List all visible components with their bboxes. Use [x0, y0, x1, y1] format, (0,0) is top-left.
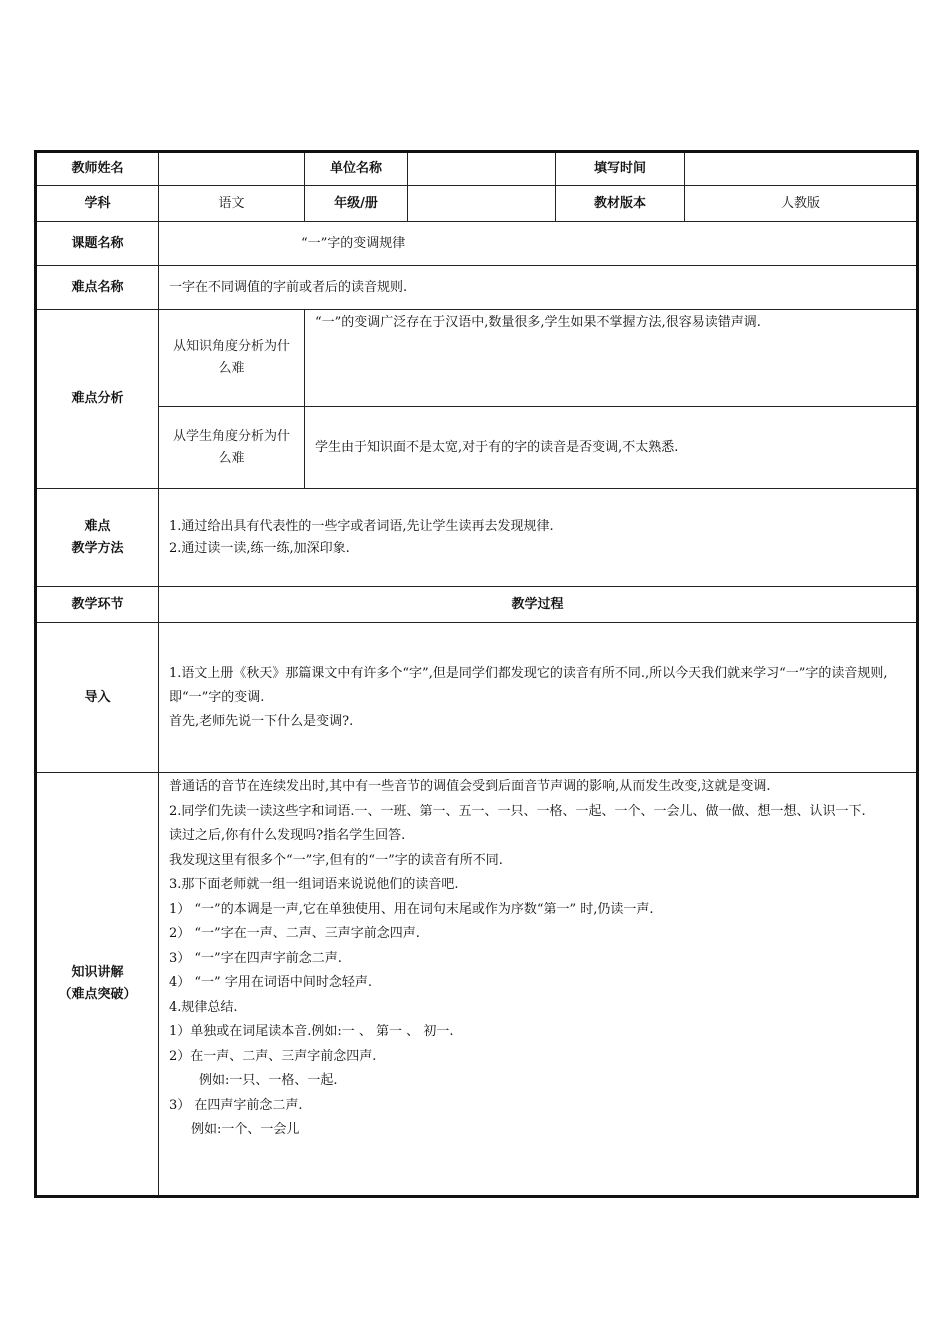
- knowledge-line-6: 1） “一”的本调是一声,它在单独使用、用在词句末尾或作为序数“第一” 时,仍读一声.: [169, 901, 654, 917]
- knowledge-line-4: 我发现这里有很多个“一”字,但有的“一”字的读音有所不同.: [169, 852, 503, 868]
- knowledge-label-line1: 知识讲解: [71, 965, 124, 980]
- knowledge-line-14: 3） 在四声字前念二声.: [169, 1097, 303, 1113]
- method-item-2: 2.通过读一读,练一练,加深印象.: [169, 540, 350, 556]
- knowledge-label-line2: （难点突破）: [58, 987, 137, 1002]
- method-label-line1: 难点: [84, 518, 111, 534]
- process-stage-label: 教学环节: [36, 587, 159, 623]
- knowledge-line-11: 1）单独或在词尾读本音.例如:一 、 第一 、 初一.: [169, 1024, 454, 1039]
- student-angle-value: 学生由于知识面不是太宽,对于有的字的读音是否变调,不太熟悉.: [305, 407, 918, 489]
- grade-label: 年级/册: [305, 186, 408, 222]
- teacher-name-value: [159, 152, 305, 186]
- intro-line-2: 首先,老师先说一下什么是变调?.: [169, 713, 354, 729]
- intro-line-1: 1.语文上册《秋天》那篇课文中有许多个“字”,但是同学们都发现它的读音有所不同.,所以今天我们就来学习“一”字的读音规则,即“一”字的变调.: [169, 665, 888, 705]
- unit-name-value: [408, 152, 556, 186]
- knowledge-line-2: 2.同学们先读一读这些字和词语.一、一班、第一、五一、一只、一格、一起、一个、一会儿、做一做、想一想、认识一下.: [169, 803, 866, 819]
- knowledge-line-7: 2） “一”字在一声、二声、三声字前念四声.: [169, 926, 420, 941]
- lesson-plan-table: [34, 150, 919, 1198]
- edition-value: 人教版: [685, 186, 918, 222]
- edition-label: 教材版本: [556, 186, 685, 222]
- knowledge-line-3: 读过之后,你有什么发现吗?指名学生回答.: [169, 828, 406, 843]
- knowledge-line-1: 普通话的音节在连续发出时,其中有一些音节的调值会受到后面音节声调的影响,从而发生改变,这就是变调.: [169, 779, 771, 794]
- grade-value: [408, 186, 556, 222]
- knowledge-angle-value: “一”的变调广泛存在于汉语中,数量很多,学生如果不掌握方法,很容易读错声调.: [305, 310, 918, 407]
- knowledge-line-10: 4.规律总结.: [169, 999, 238, 1015]
- knowledge-line-13: 例如:一只、一格、一起.: [199, 1073, 338, 1088]
- method-item-1: 1.通过给出具有代表性的一些字或者词语,先让学生读再去发现规律.: [169, 518, 554, 534]
- method-value: [159, 489, 918, 587]
- student-angle-label: 从学生角度分析为什么难: [159, 407, 305, 489]
- topic-label: 课题名称: [36, 222, 159, 266]
- method-label: [36, 489, 159, 587]
- topic-value: “一”字的变调规律: [159, 222, 918, 266]
- method-label-line2: 教学方法: [71, 540, 124, 556]
- knowledge-angle-label: 从知识角度分析为什么难: [159, 310, 305, 407]
- knowledge-line-9: 4） “一” 字用在词语中间时念轻声.: [169, 975, 372, 990]
- knowledge-line-5: 3.那下面老师就一组一组词语来说说他们的读音吧.: [169, 877, 459, 892]
- intro-content: [159, 623, 918, 773]
- knowledge-line-12: 2）在一声、二声、三声字前念四声.: [169, 1048, 377, 1064]
- subject-label: 学科: [36, 186, 159, 222]
- knowledge-line-8: 3） “一”字在四声字前念二声.: [169, 950, 342, 966]
- difficulty-value: 一字在不同调值的字前或者后的读音规则.: [159, 266, 918, 310]
- analysis-label: 难点分析: [36, 310, 159, 489]
- knowledge-label: [36, 773, 159, 1197]
- knowledge-line-15: 例如:一个、一会儿: [191, 1122, 300, 1137]
- knowledge-content: [159, 773, 918, 1197]
- fill-time-label: 填写时间: [556, 152, 685, 186]
- difficulty-label: 难点名称: [36, 266, 159, 310]
- teacher-name-label: 教师姓名: [36, 152, 159, 186]
- process-title: 教学过程: [159, 587, 918, 623]
- intro-label: 导入: [36, 623, 159, 773]
- unit-name-label: 单位名称: [305, 152, 408, 186]
- subject-value: 语文: [159, 186, 305, 222]
- fill-time-value: [685, 152, 918, 186]
